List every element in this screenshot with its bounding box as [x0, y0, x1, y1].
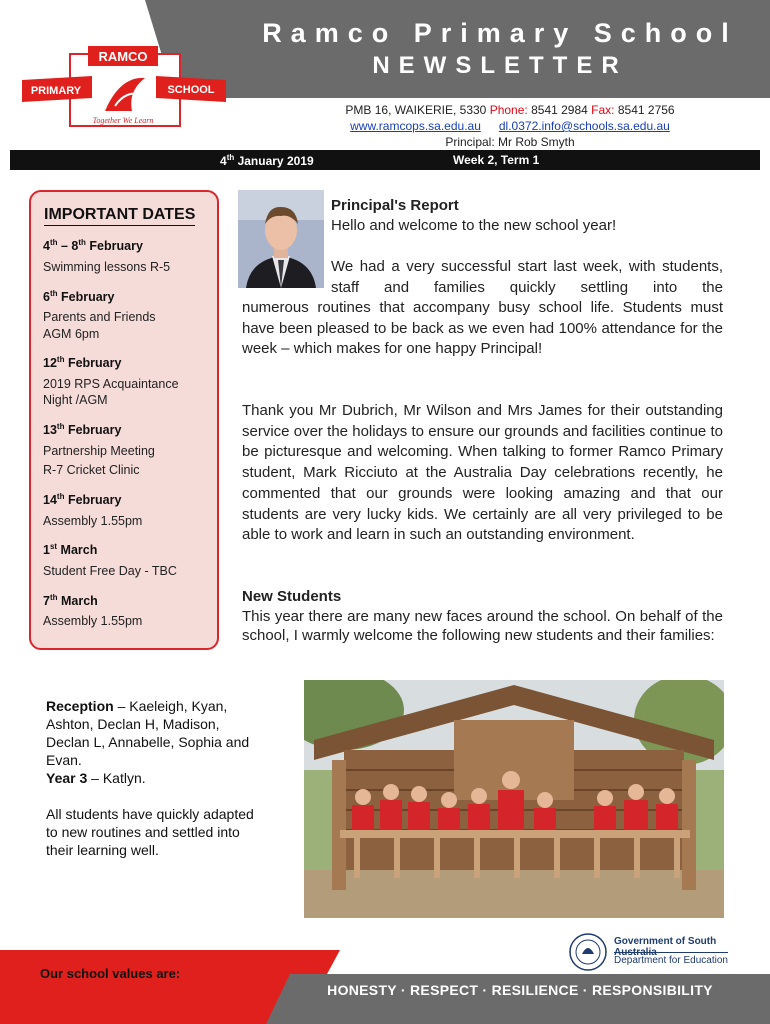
govt-department: Department for Education — [614, 952, 728, 966]
event-item: Partnership Meeting — [43, 444, 155, 458]
event-date: 12th February — [43, 355, 122, 371]
event-item: 2019 RPS Acquaintance — [43, 377, 179, 391]
event-item: AGM 6pm — [43, 327, 100, 341]
report-para1-start: We had a very successful start last week, with students, staff and families quickly settling into the — [331, 258, 723, 296]
principal-line: Principal: Mr Rob Smyth — [445, 135, 575, 149]
important-dates-title: IMPORTANT DATES — [44, 206, 195, 226]
event-item: Swimming lessons R-5 — [43, 260, 171, 274]
reception-names: – Kaeleigh, Kyan, Ashton, Declan H, Madison, Declan L, Annabelle, Sophia and Evan. — [46, 698, 250, 768]
reception-label: Reception — [46, 698, 114, 714]
event-date: 14th February — [43, 492, 122, 508]
event-date: 1st March — [43, 542, 98, 558]
phone: 8541 2984 — [531, 103, 588, 117]
email-link[interactable]: dl.0372.info@schools.sa.edu.au — [498, 119, 670, 133]
important-dates-box — [29, 190, 219, 650]
report-para2: Thank you Mr Dubrich, Mr Wilson and Mrs James for their outstanding service over the holidays to ensure our grounds and facilities continue to be picturesque and welcoming. When talking to former Ramco Primary student, Mark Ricciuto at the Australia Day celebrations recently, he commented that our grounds were looking amazing and that our students are very lucky kids. We certainly are all very privileged to be able to work and learn in such an outstanding environment. — [242, 402, 723, 544]
year3-names: – Katlyn. — [87, 770, 146, 786]
address: PMB 16, WAIKERIE, 5330 — [345, 103, 487, 117]
school-title: Ramco Primary School — [262, 18, 738, 48]
event-date: 13th February — [43, 422, 122, 438]
closing-text: All students have quickly adapted to new routines and settled into their learning well. — [46, 806, 254, 858]
students-photo — [304, 680, 724, 918]
event-date: 6th February — [43, 289, 115, 305]
issue-date: 4th January 2019 — [220, 153, 314, 168]
new-students-list — [46, 697, 266, 859]
newsletter-title: NEWSLETTER — [372, 52, 628, 79]
contact-block — [260, 102, 760, 150]
principal-photo — [238, 190, 324, 288]
date-bar — [10, 150, 760, 170]
year3-label: Year 3 — [46, 770, 88, 786]
logo-top-text: RAMCO — [98, 49, 148, 64]
report-heading: Principal's Report — [331, 197, 459, 214]
values-label: Our school values are: — [40, 966, 181, 981]
new-students-heading: New Students — [242, 588, 342, 605]
event-date: 7th March — [43, 593, 98, 609]
event-item: Assembly 1.55pm — [43, 614, 143, 628]
logo-left-text: PRIMARY — [30, 85, 82, 97]
event-item: Assembly 1.55pm — [43, 514, 143, 528]
header-banner — [175, 0, 770, 98]
school-values: HONESTY · RESPECT · RESILIENCE · RESPONSIBILITY — [327, 982, 713, 998]
government-logo — [568, 932, 758, 972]
term-week: Week 2, Term 1 — [453, 153, 540, 167]
fax: 8541 2756 — [617, 103, 675, 117]
report-para1-rest: numerous routines that accompany busy school life. Students must have been pleased to be back as we even had 100% attendance for the week – which makes for one happy Principal! — [242, 299, 723, 358]
report-greeting: Hello and welcome to the new school year! — [331, 217, 617, 234]
school-logo — [20, 36, 230, 136]
event-date: 4th – 8th February — [43, 238, 143, 254]
event-item: Parents and Friends — [43, 310, 156, 324]
new-students-intro: This year there are many new faces around the school. On behalf of the school, I warmly welcome the following new students and their families: — [242, 608, 723, 644]
govt-name: Government of South Australia — [614, 936, 717, 958]
logo-motto: Together We Learn — [92, 116, 154, 125]
event-item: Night /AGM — [43, 393, 108, 407]
event-item: Student Free Day - TBC — [43, 564, 177, 578]
phone-label: Phone: — [489, 103, 528, 117]
fax-label: Fax: — [591, 103, 615, 117]
event-item: R-7 Cricket Clinic — [43, 463, 140, 477]
logo-right-text: SCHOOL — [167, 84, 215, 96]
website-link[interactable]: www.ramcops.sa.edu.au — [350, 119, 481, 133]
crest-icon — [568, 932, 608, 972]
footer-red-band — [0, 950, 300, 1024]
